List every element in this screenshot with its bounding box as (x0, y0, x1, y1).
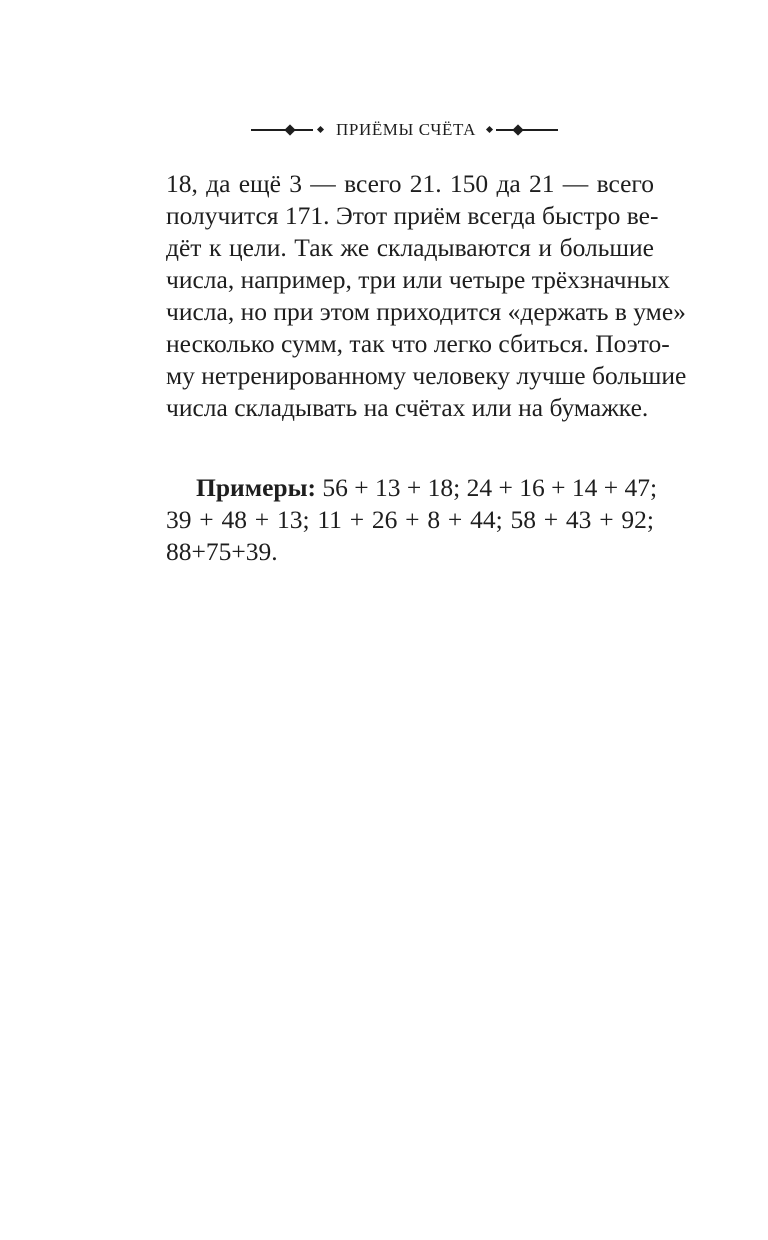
text-line: числа, например, три или четыре трёхзначных (166, 265, 670, 294)
ornament-left-diamond-icon (284, 124, 295, 135)
examples-text: 56 + 13 + 18; 24 + 16 + 14 + 47; (322, 473, 658, 502)
ornament-left-dot-icon (317, 126, 324, 133)
text-line: 18, да ещё 3 — всего 21. 150 да 21 — всего (166, 169, 654, 198)
text-line: дёт к цели. Так же складываются и большие (166, 233, 654, 262)
ornament-right-dot-icon (486, 126, 493, 133)
running-head (0, 116, 768, 144)
running-head-title: ПРИЁМЫ СЧЁТА (336, 120, 476, 139)
text-line: числа складывать на счётах или на бумажке. (166, 393, 649, 422)
body-paragraph (166, 168, 687, 424)
examples-line: 39 + 48 + 13; 11 + 26 + 8 + 44; 58 + 43 + 92; (166, 505, 654, 534)
ornament-left-icon (251, 129, 313, 131)
ornament-right-icon (496, 129, 558, 131)
examples-line: 88+75+39. (166, 537, 278, 566)
examples-line (166, 472, 658, 504)
text-line: несколько сумм, так что легко сбиться. Поэто- (166, 329, 670, 358)
text-line: получится 171. Этот приём всегда быстро ве- (166, 201, 659, 230)
examples-block (166, 472, 658, 568)
text-line: числа, но при этом приходится «держать в уме» (166, 297, 686, 326)
examples-label: Примеры: (196, 473, 316, 502)
text-line: му нетренированному человеку лучше большие (166, 361, 687, 390)
